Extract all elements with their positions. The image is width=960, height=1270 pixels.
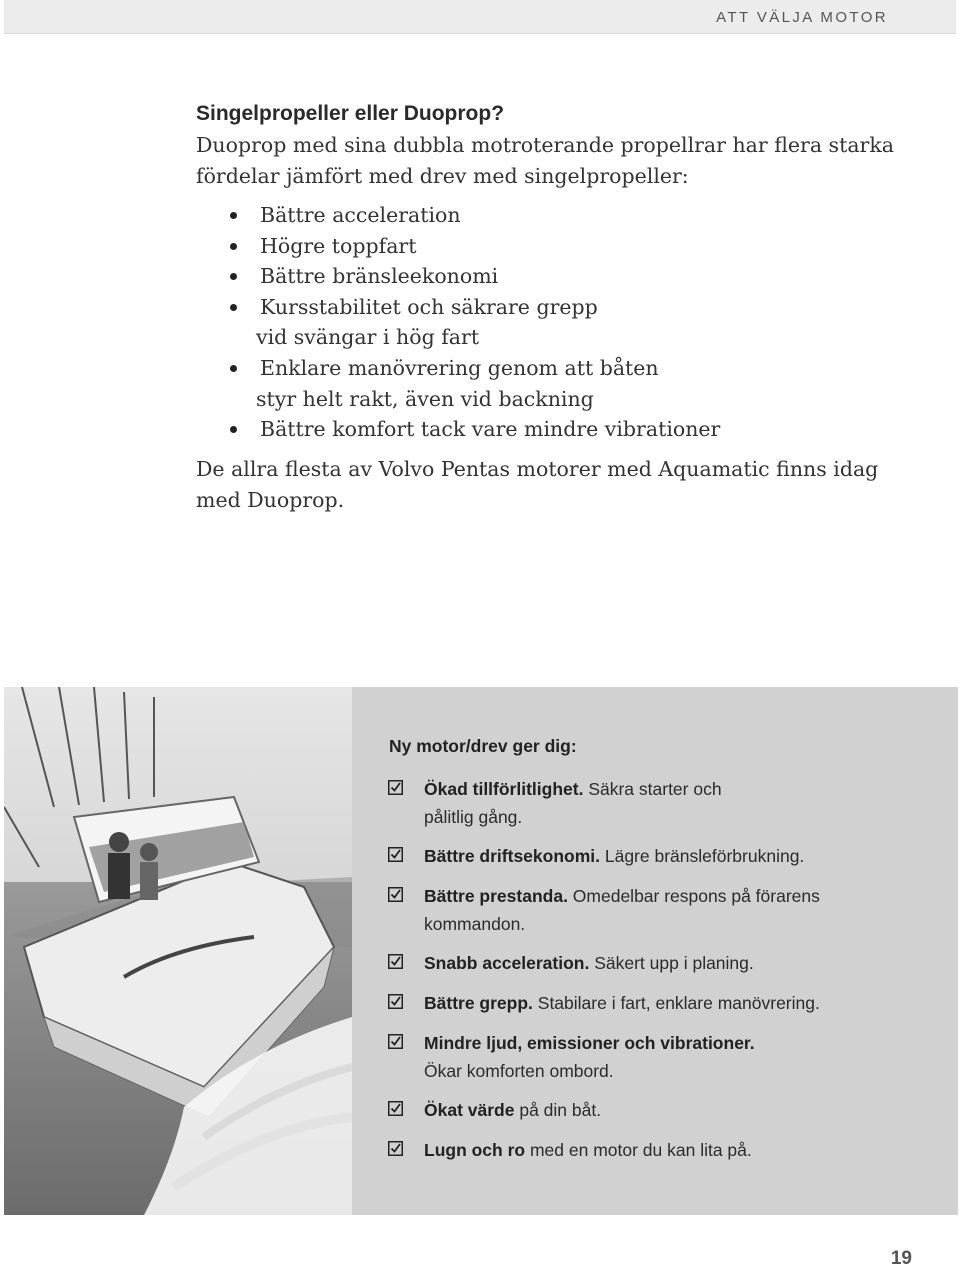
benefit-text-continued: kommandon. [424, 914, 526, 934]
benefits-panel [352, 687, 958, 1215]
list-item [196, 261, 896, 292]
list-item-text: Bättre acceleration [260, 203, 461, 227]
benefit-item [388, 1096, 928, 1124]
benefit-text: Lägre bränsleförbrukning. [600, 846, 805, 866]
benefit-text: Stabilare i fart, enklare manövrering. [532, 993, 820, 1013]
list-item-text: Kursstabilitet och säkrare grepp [260, 294, 598, 319]
benefit-text: Säkert upp i planing. [589, 953, 754, 973]
list-item-continuation: vid svängar i hög fart [256, 325, 480, 350]
benefit-text-continued: pålitlig gång. [424, 807, 523, 827]
benefit-bold: Bättre prestanda. [424, 886, 568, 906]
list-item [196, 200, 896, 231]
benefit-item [388, 949, 928, 977]
checkbox-checked-icon [388, 1141, 403, 1156]
benefit-bold: Bättre grepp. [424, 993, 533, 1013]
checkbox-checked-icon [388, 780, 403, 795]
benefit-item [388, 775, 928, 831]
article-heading: Singelpropeller eller Duoprop? [196, 102, 505, 125]
checkbox-checked-icon [388, 887, 403, 902]
advantages-list [196, 200, 896, 445]
checkbox-checked-icon [388, 994, 403, 1009]
list-item-text: Enklare manövrering genom att båten [260, 355, 659, 380]
benefit-bold: Mindre ljud, emissioner och vibrationer. [424, 1033, 755, 1053]
benefit-item [388, 882, 928, 938]
list-item [196, 231, 896, 262]
checkbox-checked-icon [388, 1101, 403, 1116]
benefit-text: på din båt. [514, 1100, 602, 1120]
closing-paragraph: De allra flesta av Volvo Pentas motorer med Aquamatic finns idag med Duoprop. [196, 457, 879, 512]
benefit-text: Säkra starter och [583, 779, 722, 799]
header-bar [4, 0, 956, 34]
list-item-text: Bättre bränsleekonomi [260, 264, 499, 289]
list-item [196, 292, 896, 353]
benefit-item [388, 842, 928, 870]
benefit-bold: Ökat värde [424, 1100, 515, 1120]
list-item [196, 353, 896, 414]
list-item-text: Högre toppfart [260, 233, 417, 258]
section-label: ATT VÄLJA MOTOR [716, 9, 888, 26]
list-item-text: Bättre komfort tack vare mindre vibrationer [260, 417, 721, 442]
benefit-text-continued: Ökar komforten ombord. [424, 1061, 614, 1081]
checkbox-checked-icon [388, 1034, 403, 1049]
list-item [196, 414, 896, 445]
benefit-item [388, 1029, 928, 1085]
panel-title: Ny motor/drev ger dig: [389, 736, 577, 756]
boat-photo [4, 687, 352, 1215]
intro-paragraph: Duoprop med sina dubbla motroterande propellrar har flera starka fördelar jämfört med drev med singelpropeller: [196, 133, 894, 188]
benefit-bold: Lugn och ro [424, 1140, 526, 1160]
checkbox-checked-icon [388, 954, 403, 969]
benefit-text: med en motor du kan lita på. [525, 1140, 752, 1160]
checkbox-checked-icon [388, 847, 403, 862]
list-item-continuation: styr helt rakt, även vid backning [256, 386, 594, 411]
benefit-bold: Ökad tillförlitlighet. [424, 779, 584, 799]
benefit-bold: Bättre driftsekonomi. [424, 846, 600, 866]
benefit-bold: Snabb acceleration. [424, 953, 590, 973]
benefit-text: Omedelbar respons på förarens [567, 886, 820, 906]
page-number: 19 [890, 1248, 912, 1269]
benefit-item [388, 989, 928, 1017]
benefit-item [388, 1136, 928, 1164]
